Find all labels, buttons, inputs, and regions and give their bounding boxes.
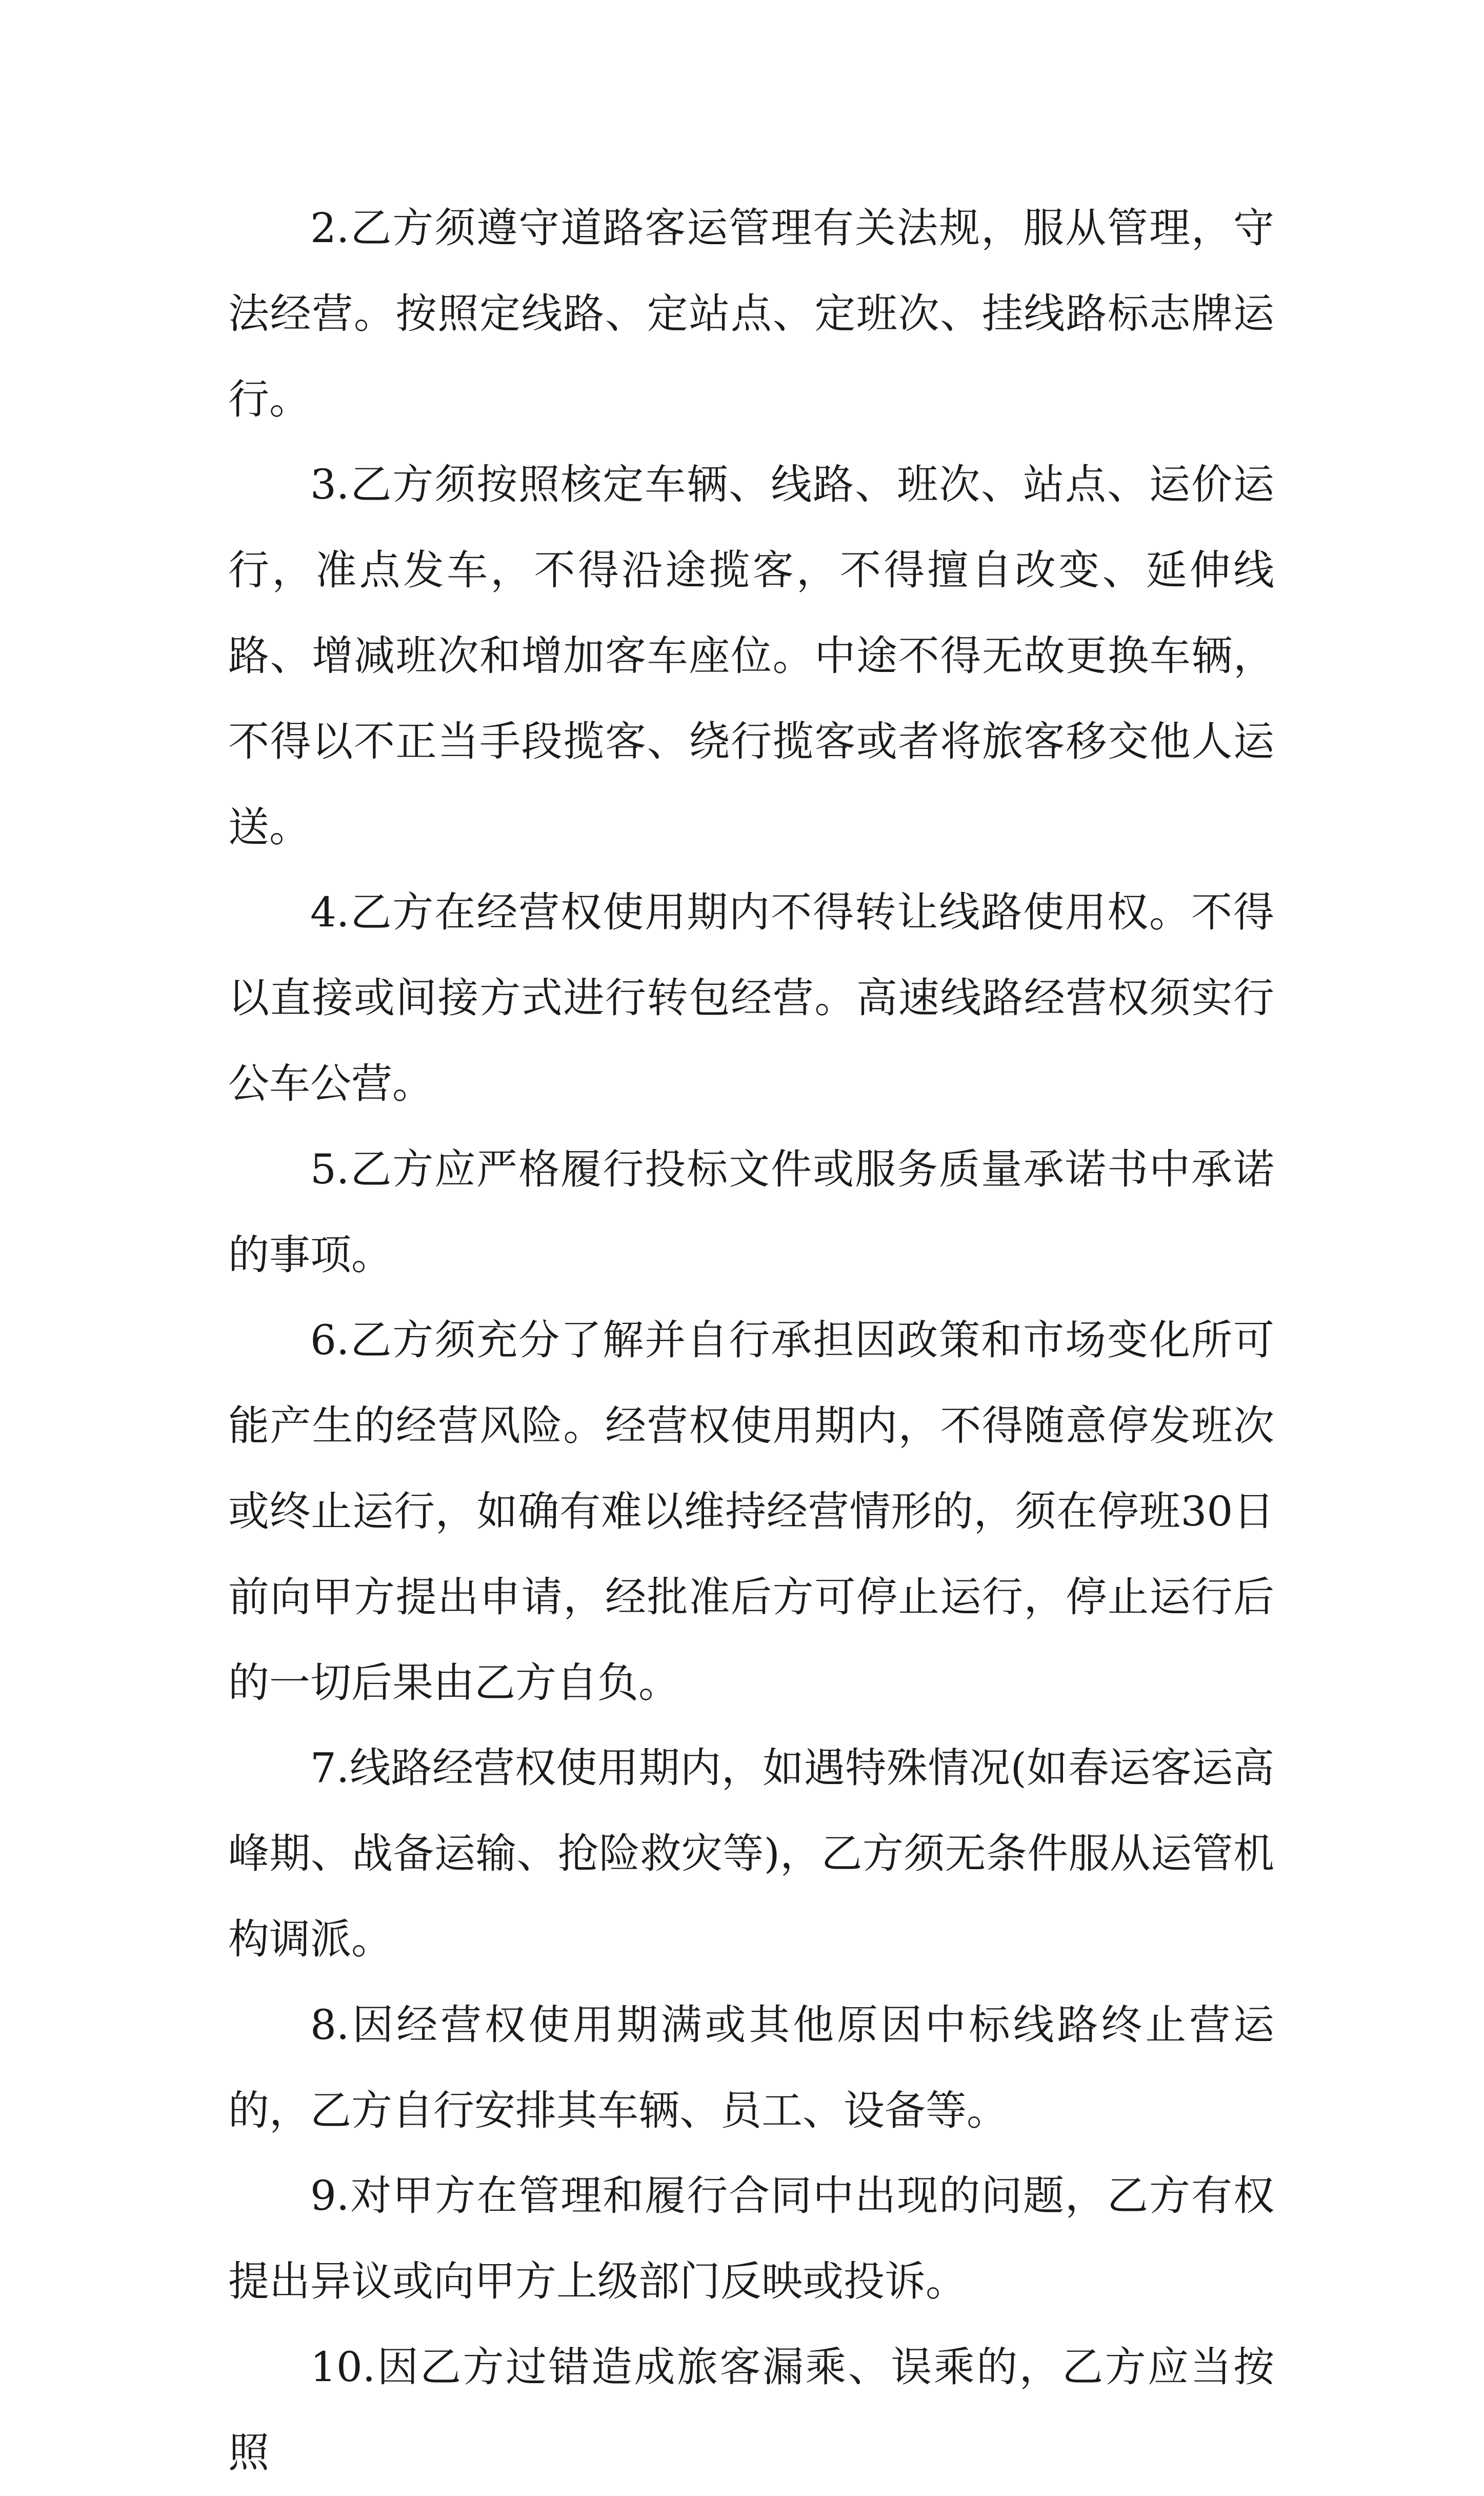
clause-10: 10.因乙方过错造成旅客漏乘、误乘的，乙方应当按照 xyxy=(228,2343,1274,2477)
clause-3: 3.乙方须按照核定车辆、线路、班次、站点、运价运行，准点发车，不得沿途揽客，不得擅自改变、延伸线路、增减班次和增加客车座位。中途不得无故更换车辆，不得以不正当手段揽客、绕行揽客或者将旅客移交他人运送。 xyxy=(228,461,1274,851)
clause-6: 6.乙方须充分了解并自行承担因政策和市场变化所可能产生的经营风险。经营权使用期内，不得随意停发班次或终止运行，如确有难以维持经营情形的，须在停班30日前向甲方提出申请，经批准后方可停止运行，停止运行后的一切后果由乙方自负。 xyxy=(228,1316,1274,1707)
clause-4: 4.乙方在经营权使用期内不得转让线路使用权。不得以直接或间接方式进行转包经营。高速线路经营权须实行公车公营。 xyxy=(228,888,1274,1107)
contract-body xyxy=(228,186,1274,2496)
clause-9: 9.对甲方在管理和履行合同中出现的问题，乙方有权提出异议或向甲方上级部门反映或投诉。 xyxy=(228,2172,1274,2306)
clause-7: 7.线路经营权使用期内，如遇特殊情况(如春运客运高峰期、战备运输、抢险救灾等)，乙方须无条件服从运管机构调派。 xyxy=(228,1744,1274,1963)
clause-8: 8.因经营权使用期满或其他原因中标线路终止营运的，乙方自行安排其车辆、员工、设备等。 xyxy=(228,2000,1274,2134)
clause-5: 5.乙方应严格履行投标文件或服务质量承诺书中承诺的事项。 xyxy=(228,1145,1274,1279)
clause-2: 2.乙方须遵守道路客运管理有关法规，服从管理，守法经营。按照定线路、定站点、定班次、挂线路标志牌运行。 xyxy=(228,204,1274,423)
